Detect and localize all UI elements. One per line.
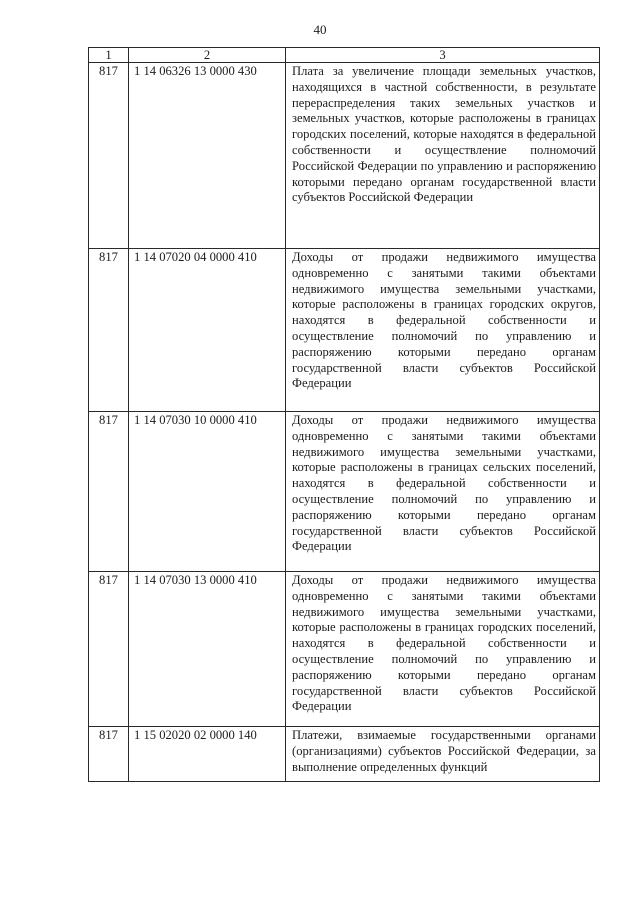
revenue-name-cell: Плата за увеличение площади земельных участков, находящихся в частной собственности, в результате перераспределения таких земельных участков и земельных участков, которые расположены в границах городских поселений, которые находятся в федеральной собственности и осуществление полномочий Российской Федерации по управлению и распоряжению которыми передано органам государственной власти субъектов Российской Федерации (286, 63, 600, 249)
revenue-code-cell: 1 14 06326 13 0000 430 (129, 63, 286, 249)
administrator-code-cell: 817 (89, 249, 129, 412)
table-row (89, 249, 600, 412)
administrator-code-cell: 817 (89, 572, 129, 727)
administrator-code-cell: 817 (89, 63, 129, 249)
revenue-code-cell: 1 15 02020 02 0000 140 (129, 727, 286, 782)
revenue-code-cell: 1 14 07020 04 0000 410 (129, 249, 286, 412)
revenue-name-cell: Доходы от продажи недвижимого имущества одновременно с занятыми такими объектами недвижимого имущества земельными участками, которые расположены в границах сельских поселений, находятся в федеральной собственности и осуществление полномочий по управлению и распоряжению которыми передано органам государственной власти субъектов Российской Федерации (286, 412, 600, 572)
revenue-name-cell: Платежи, взимаемые государственными органами (организациями) субъектов Российской Федерации, за выполнение определенных функций (286, 727, 600, 782)
revenue-name-cell: Доходы от продажи недвижимого имущества одновременно с занятыми такими объектами недвижимого имущества земельными участками, которые расположены в границах городских поселений, находятся в федеральной собственности и осуществление полномочий по управлению и распоряжению которыми передано органам государственной власти субъектов Российской Федерации (286, 572, 600, 727)
table-row (89, 572, 600, 727)
column-header-2: 2 (129, 48, 286, 63)
column-header-1: 1 (89, 48, 129, 63)
revenue-code-cell: 1 14 07030 10 0000 410 (129, 412, 286, 572)
revenue-codes-table (88, 47, 600, 782)
column-header-3: 3 (286, 48, 600, 63)
administrator-code-cell: 817 (89, 412, 129, 572)
revenue-code-cell: 1 14 07030 13 0000 410 (129, 572, 286, 727)
table-row (89, 412, 600, 572)
page-number: 40 (313, 22, 327, 37)
revenue-name-cell: Доходы от продажи недвижимого имущества одновременно с занятыми такими объектами недвижимого имущества земельными участками, которые расположены в границах городских округов, находятся в федеральной собственности и осуществление полномочий по управлению и распоряжению которыми передано органам государственной власти субъектов Российской Федерации (286, 249, 600, 412)
administrator-code-cell: 817 (89, 727, 129, 782)
table-row (89, 727, 600, 782)
table-row (89, 63, 600, 249)
table-header-row (89, 48, 600, 63)
